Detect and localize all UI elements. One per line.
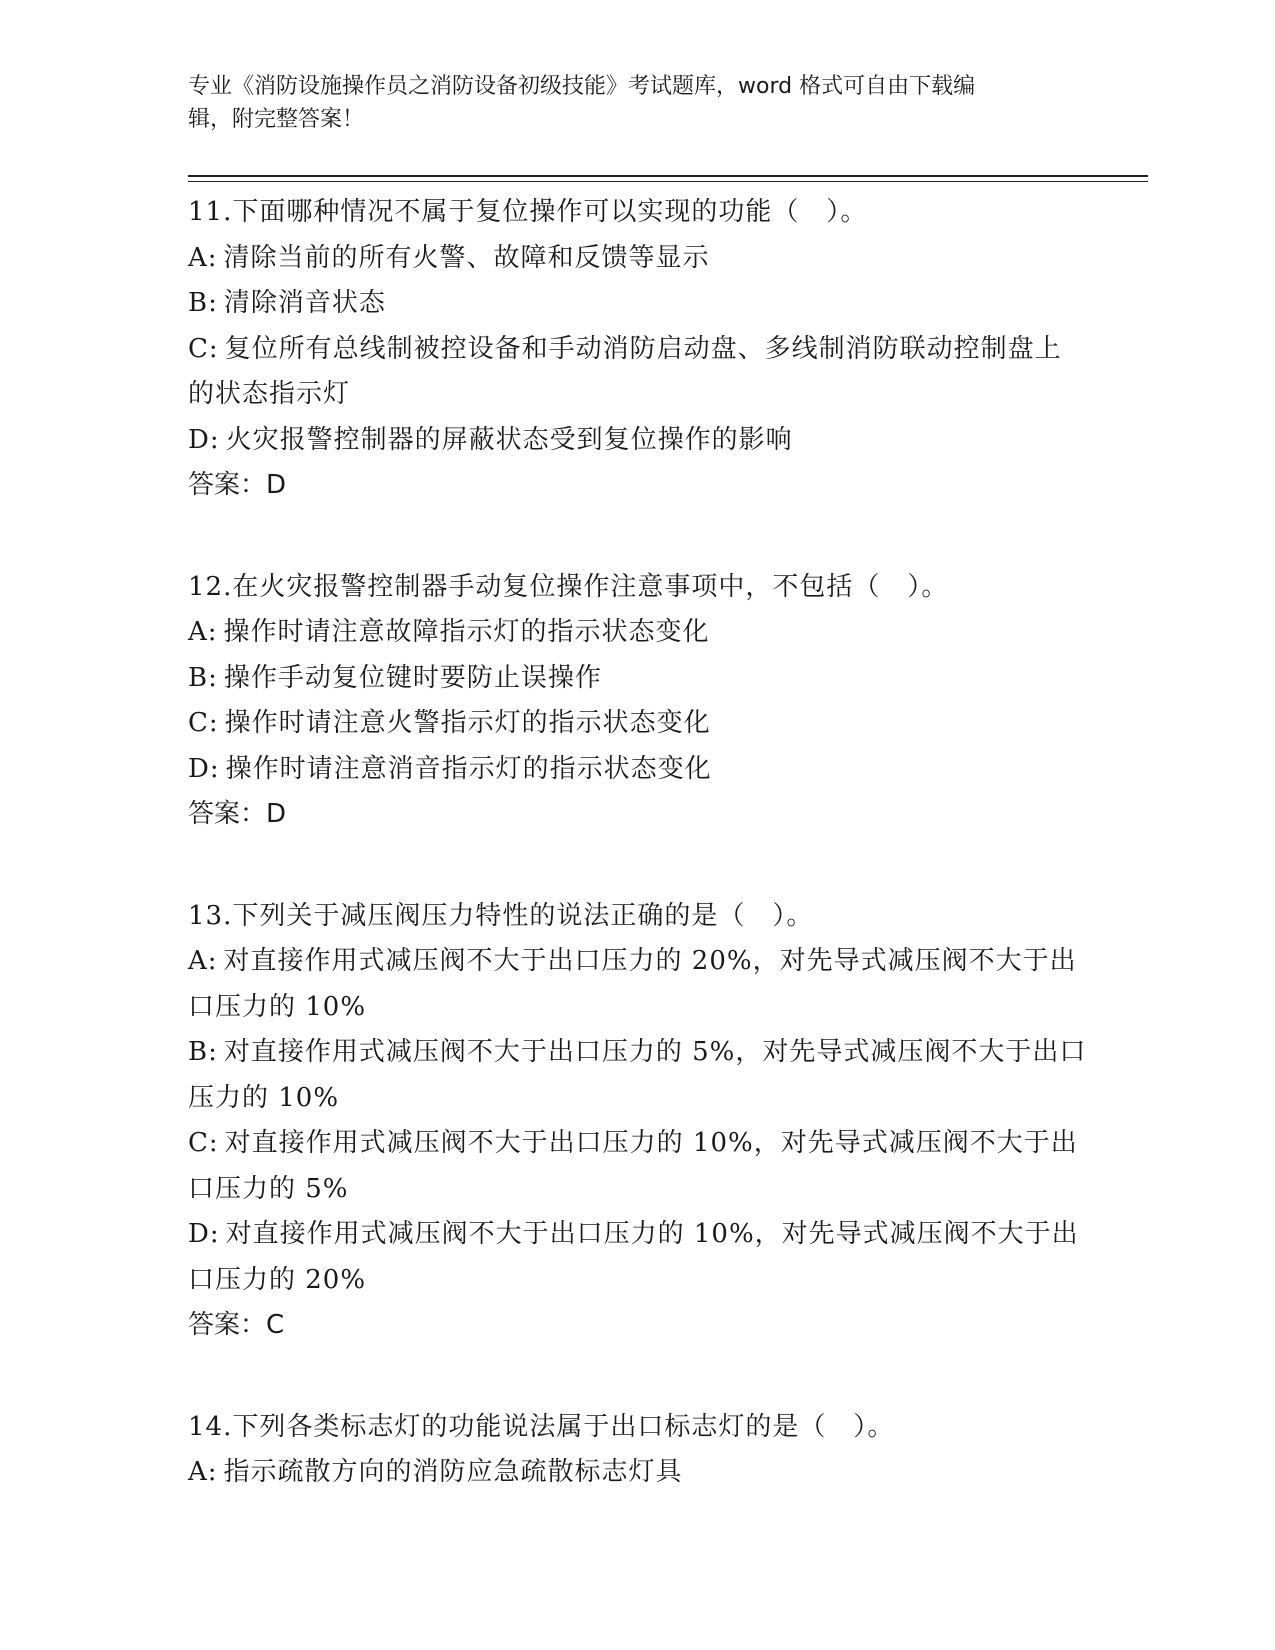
question-option	[188, 281, 1088, 327]
option-text: 对直接作用式减压阀不大于出口压力的 10%，对先导式减压阀不大于出口压力的 20%	[188, 1219, 1079, 1295]
header-divider-thin	[188, 181, 1148, 182]
option-label: D:	[188, 1219, 220, 1249]
option-text: 指示疏散方向的消防应急疏散标志灯具	[223, 1457, 683, 1487]
question-option	[188, 1450, 1088, 1496]
option-text: 火灾报警控制器的屏蔽状态受到复位操作的影响	[225, 424, 793, 455]
option-text: 操作时请注意故障指示灯的指示状态变化	[223, 617, 710, 647]
option-label: D:	[188, 424, 220, 455]
answer-line: 答案：D	[188, 799, 287, 829]
option-label: A:	[188, 1457, 218, 1487]
option-label: C:	[188, 1128, 219, 1158]
option-text: 对直接作用式减压阀不大于出口压力的 10%，对先导式减压阀不大于出口压力的 5%	[188, 1128, 1078, 1204]
option-text: 操作时请注意火警指示灯的指示状态变化	[224, 708, 711, 738]
question-option	[188, 1212, 1088, 1303]
option-label: B:	[188, 662, 218, 693]
question-option	[188, 1121, 1088, 1212]
option-label: A:	[188, 617, 218, 647]
question-item	[188, 894, 1088, 1349]
answer-line: 答案：D	[188, 470, 287, 500]
question-option	[188, 939, 1088, 1030]
option-label: A:	[188, 946, 218, 976]
header-line-2: 辑，附完整答案！	[188, 107, 365, 132]
question-option	[188, 418, 1088, 464]
question-option	[188, 701, 1088, 747]
option-label: B:	[188, 1037, 218, 1067]
question-stem: 12.在火灾报警控制器手动复位操作注意事项中，不包括（ ）。	[188, 571, 949, 602]
header-divider-thick	[188, 175, 1148, 177]
option-label: B:	[188, 288, 218, 318]
option-text: 复位所有总线制被控设备和手动消防启动盘、多线制消防联动控制盘上的状态指示灯	[188, 333, 1062, 409]
option-text: 清除消音状态	[223, 288, 386, 318]
option-text: 操作手动复位键时要防止误操作	[223, 662, 602, 693]
option-text: 对直接作用式减压阀不大于出口压力的 20%，对先导式减压阀不大于出口压力的 10%	[188, 946, 1077, 1022]
question-stem: 14.下列各类标志灯的功能说法属于出口标志灯的是（ ）。	[188, 1411, 895, 1442]
question-stem: 13.下列关于减压阀压力特性的说法正确的是（ ）。	[188, 900, 814, 931]
question-option	[188, 1030, 1088, 1121]
option-label: D:	[188, 753, 220, 784]
question-option	[188, 610, 1088, 656]
question-list	[188, 190, 1088, 1552]
answer-line: 答案：C	[188, 1310, 285, 1340]
question-option	[188, 327, 1088, 418]
option-text: 操作时请注意消音指示灯的指示状态变化	[225, 753, 712, 784]
document-header	[188, 70, 1068, 136]
header-line-1: 专业《消防设施操作员之消防设备初级技能》考试题库，word 格式可自由下载编	[188, 74, 976, 99]
question-option	[188, 236, 1088, 282]
question-item	[188, 565, 1088, 838]
option-text: 对直接作用式减压阀不大于出口压力的 5%，对先导式减压阀不大于出口压力的 10%	[188, 1037, 1087, 1113]
option-label: A:	[188, 242, 218, 273]
option-label: C:	[188, 708, 219, 738]
question-stem: 11.下面哪种情况不属于复位操作可以实现的功能（ ）。	[188, 197, 868, 227]
option-text: 清除当前的所有火警、故障和反馈等显示	[223, 242, 710, 273]
question-item	[188, 1405, 1088, 1496]
question-item	[188, 190, 1088, 509]
question-option	[188, 656, 1088, 702]
question-option	[188, 747, 1088, 793]
option-label: C:	[188, 333, 219, 364]
